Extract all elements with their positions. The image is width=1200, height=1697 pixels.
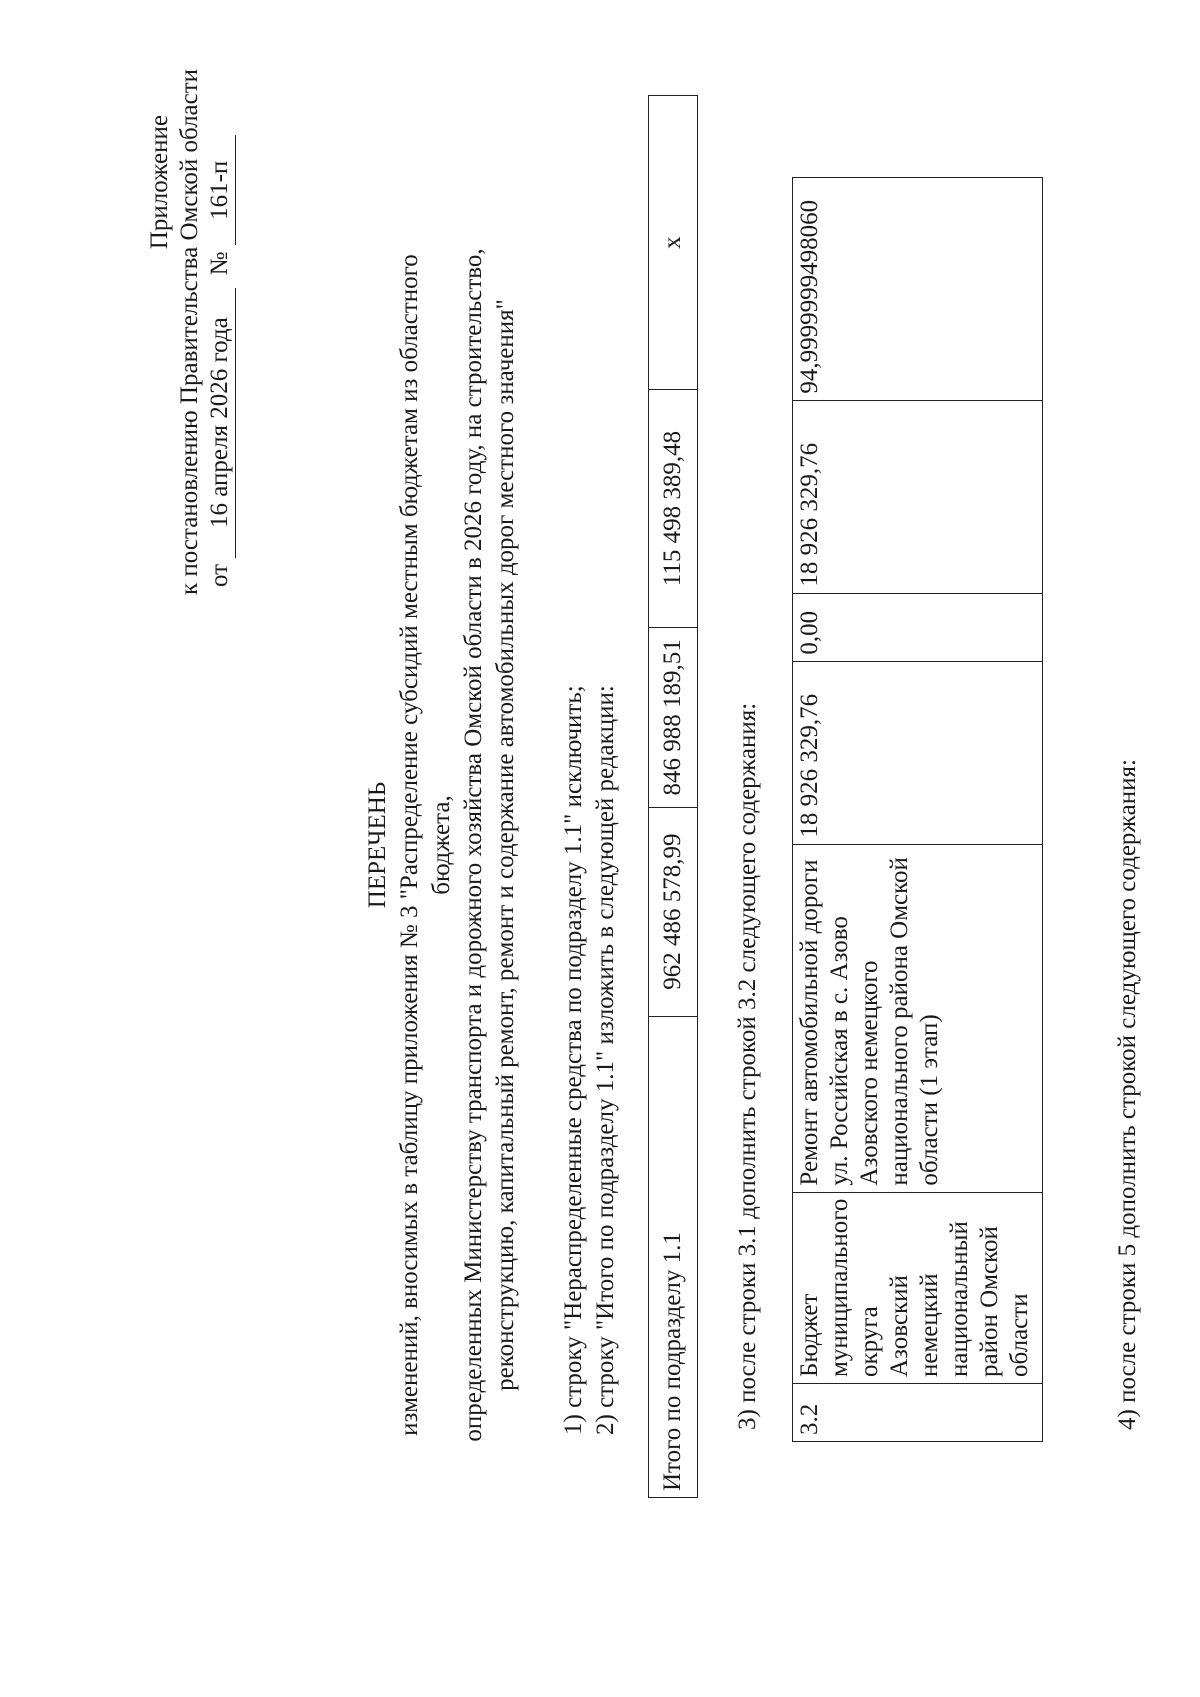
table-row (649, 96, 698, 1498)
object-line: Азовского немецкого (856, 960, 883, 1186)
object-line: Ремонт автомобильной дороги (796, 859, 823, 1186)
budget-line: немецкий (916, 1273, 943, 1377)
row-value-3: 18 926 329,76 (793, 400, 1043, 593)
budget-line: национальный (946, 1221, 973, 1377)
row-3-2-table (792, 177, 1043, 1442)
row-number-cell: 3.2 (793, 1384, 1043, 1442)
document-heading: ПЕРЕЧЕНЬ (364, 781, 391, 909)
object-line: области (1 этап) (916, 1014, 943, 1186)
from-label: от (206, 563, 233, 587)
object-cell (793, 844, 1043, 1192)
budget-line: муниципального (826, 1198, 853, 1377)
title-line-1: изменений, вносимых в таблицу приложения № 3 "Распределение субсидий местным бюджетам из областного бюджета, (396, 254, 455, 1436)
row-value-2: 0,00 (793, 593, 1043, 661)
budget-line: Бюджет (796, 1293, 823, 1377)
object-line: ул. Российская в с. Азово (826, 916, 853, 1186)
item-2: 2) строку "Итого по подразделу 1.1" изложить в следующей редакции: (592, 685, 619, 1435)
number-label: № (206, 251, 233, 276)
item-4: 4) после строки 5 дополнить строкой следующего содержания: (1114, 759, 1141, 1430)
row-value-4: 94,9999999498060 (793, 177, 1043, 400)
budget-line: район Омской (976, 1226, 1003, 1377)
resolution-number: 161-п (205, 135, 236, 245)
appendix-date-line (205, 115, 237, 595)
rotated-page-content (100, 68, 1200, 1595)
total-label-cell: Итого по подразделу 1.1 (649, 1016, 698, 1497)
resolution-date: 16 апреля 2026 года (205, 288, 236, 558)
total-value-2: 846 988 189,51 (649, 627, 698, 807)
total-value-3: 115 498 389,48 (649, 390, 698, 628)
row-value-1: 18 926 329,76 (793, 661, 1043, 844)
item-3: 3) после строки 3.1 дополнить строкой 3.2 следующего содержания: (734, 702, 761, 1430)
object-line: национального района Омской (886, 857, 913, 1186)
budget-line: области (1006, 1293, 1033, 1377)
document-title-block (362, 215, 522, 1475)
title-line-3: реконструкцию, капитальный ремонт, ремонт и содержание автомобильных дорог местного значения" (492, 299, 519, 1391)
item-1: 1) строку "Нераспределенные средства по подразделу 1.1" исключить; (560, 685, 587, 1435)
appendix-header (145, 68, 237, 595)
total-value-1: 962 486 578,99 (649, 807, 698, 1016)
total-value-4: x (649, 96, 698, 390)
appendix-resolution: к постановлению Правительства Омской области (176, 68, 203, 595)
appendix-title: Приложение (146, 115, 173, 250)
table-row (793, 177, 1043, 1441)
budget-cell (793, 1192, 1043, 1383)
budget-line: округа Азовский (856, 1275, 913, 1377)
subsection-total-table (648, 95, 698, 1498)
title-line-2: определенных Министерству транспорта и дорожного хозяйства Омской области в 2026 году, на строительство, (460, 248, 487, 1442)
